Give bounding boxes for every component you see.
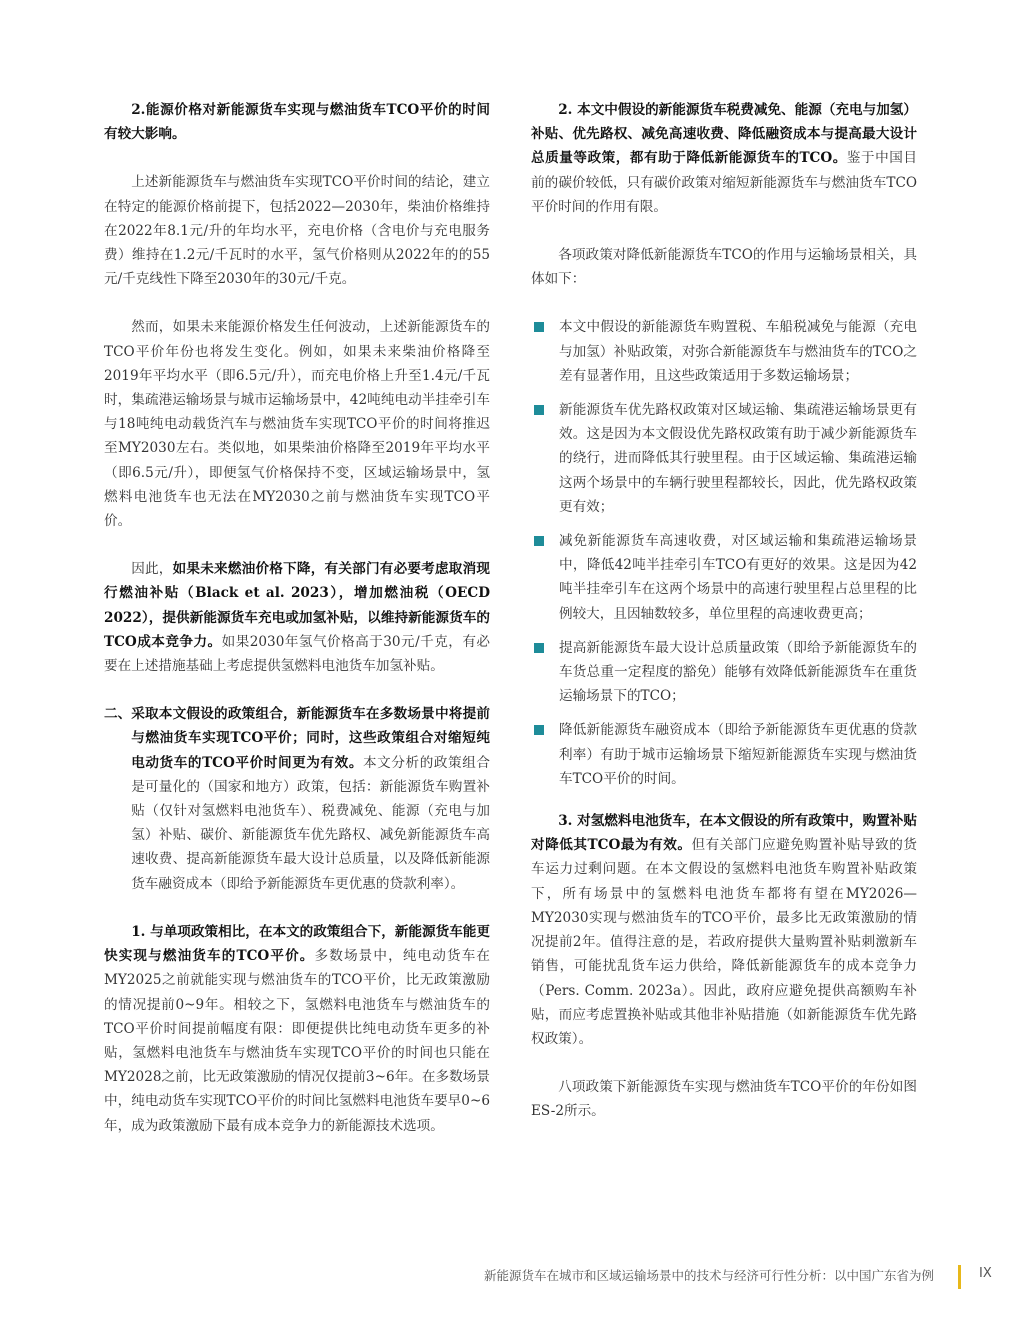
section-two <box>104 702 490 896</box>
left-column <box>104 98 490 1162</box>
list-item: 新能源货车优先路权政策对区域运输、集疏港运输场景更有效。这是因为本文假设优先路权政策有助于减少新能源货车的绕行，进而降低其行驶里程。由于区域运输、集疏港运输这两个场景中的车辆行驶里程都较长，因此，优先路权政策更有效； <box>531 398 917 519</box>
list-item: 降低新能源货车融资成本（即给予新能源货车更优惠的贷款利率）有助于城市运输场景下缩短新能源货车实现与燃油货车TCO平价的时间。 <box>531 718 917 791</box>
paragraph-policy-mix: 1. 与单项政策相比，在本文的政策组合下，新能源货车能更快实现与燃油货车的TCO平价。多数场景中，纯电动货车在MY2025之前就能实现与燃油货车的TCO平价，比无政策激励的情况提前0~9年。相较之下，氢燃料电池货车与燃油货车的TCO平价时间提前幅度有限：即便提供比纯电动货车更多的补贴，氢燃料电池货车与燃油货车实现TCO平价的时间也只能在MY2028之前，比无政策激励的情况仅提前3~6年。在多数场景中，纯电动货车实现TCO平价的时间比氢燃料电池货车要早0~6年，成为政策激励下最有成本竞争力的新能源技术选项。 <box>104 923 491 1134</box>
paragraph-recommendation: 因此，如果未来燃油价格下降，有关部门有必要考虑取消现行燃油补贴（Black et al. 2023），增加燃油税（OECD 2022），提供新能源货车充电或加氢补贴，以维持新能源货车的TCO成本竞争力。如果2030年氢气价格高于30元/千克，有必要在上述措施基础上考虑提供氢燃料电池货车加氢补贴。 <box>104 561 491 675</box>
paragraph-hydrogen-subsidy: 3. 对氢燃料电池货车，在本文假设的所有政策中，购置补贴对降低其TCO最为有效。但有关部门应避免购置补贴导致的货车运力过剩问题。在本文假设的氢燃料电池货车购置补贴政策下，所有场景中的氢燃料电池货车都将有望在MY2026—MY2030实现与燃油货车的TCO平价，最多比无政策激励的情况提前2年。值得注意的是，若政府提供大量购置补贴刺激新车销售，可能扰乱货车运力供给，降低新能源货车的成本竞争力（Pers. Comm. 2023a）。因此，政府应避免提供高额购车补贴，而应考虑置换补贴或其他非补贴措施（如新能源货车优先路权政策）。 <box>531 813 918 1047</box>
list-item: 提高新能源货车最大设计总质量政策（即给予新能源货车的车货总重一定程度的豁免）能够有效降低新能源货车在重货运输场景下的TCO； <box>531 636 917 709</box>
paragraph-price-assumptions: 上述新能源货车与燃油货车实现TCO平价时间的结论，建立在特定的能源价格前提下，包括2022—2030年，柴油价格维持在2022年8.1元/升的年均水平，充电价格（含电价与充电服务费）维持在1.2元/千瓦时的水平，氢气价格则从2022年的的55元/千克线性下降至2030年的30元/千克。 <box>104 174 490 288</box>
page-number: IX <box>979 1266 992 1281</box>
square-bullet-icon <box>531 398 559 519</box>
section-two-number: 二、 <box>104 706 132 723</box>
page-footer <box>0 1265 1020 1289</box>
list-item: 本文中假设的新能源货车购置税、车船税减免与能源（充电与加氢）补贴政策，对弥合新能源货车与燃油货车的TCO之差有显著作用，且这些政策适用于多数运输场景； <box>531 315 917 388</box>
section-two-body: 采取本文假设的政策组合，新能源货车在多数场景中将提前与燃油货车实现TCO平价；同时，这些政策组合对缩短纯电动货车的TCO平价时间更为有效。本文分析的政策组合是可量化的（国家和地方）政策，包括：新能源货车购置补贴（仅针对氢燃料电池货车）、税费减免、能源（充电与加氢）补贴、碳价、新能源货车优先路权、减免新能源货车高速收费、提高新能源货车最大设计总质量，以及降低新能源货车融资成本（即给予新能源货车更优惠的贷款利率）。 <box>131 706 490 892</box>
paragraph-price-fluctuation: 然而，如果未来能源价格发生任何波动，上述新能源货车的TCO平价年份也将发生变化。例如，如果未来柴油价格降至2019年平均水平（即6.5元/升），而充电价格上升至1.4元/千瓦时，集疏港运输场景与城市运输场景中，42吨纯电动半挂牵引车与18吨纯电动载货汽车与燃油货车实现TCO平价的时间将推迟至MY2030左右。类似地，如果柴油价格降至2019年平均水平（即6.5元/升），即便氢气价格保持不变，区域运输场景中，氢燃料电池货车也无法在MY2030之前与燃油货车实现TCO平价。 <box>104 319 490 530</box>
square-bullet-icon <box>531 636 559 709</box>
paragraph-figure-reference: 八项政策下新能源货车实现与燃油货车TCO平价的年份如图ES-2所示。 <box>531 1079 917 1120</box>
heading-energy-price: 2.能源价格对新能源货车实现与燃油货车TCO平价的时间有较大影响。 <box>104 102 490 143</box>
square-bullet-icon <box>531 529 559 626</box>
list-item: 减免新能源货车高速收费，对区域运输和集疏港运输场景中，降低42吨半挂牵引车TCO有更好的效果。这是因为42吨半挂牵引车在这两个场景中的高速行驶里程占总里程的比例较大，且因轴数较多，单位里程的高速收费更高； <box>531 529 917 626</box>
policy-bullet-list <box>531 315 917 791</box>
paragraph-scenario-intro: 各项政策对降低新能源货车TCO的作用与运输场景相关，具体如下： <box>531 247 917 288</box>
footer-divider <box>958 1265 961 1289</box>
paragraph-policy-effects: 2. 本文中假设的新能源货车税费减免、能源（充电与加氢）补贴、优先路权、减免高速收费、降低融资成本与提高最大设计总质量等政策，都有助于降低新能源货车的TCO。鉴于中国目前的碳价较低，只有碳价政策对缩短新能源货车与燃油货车TCO平价时间的作用有限。 <box>531 102 917 215</box>
footer-document-title: 新能源货车在城市和区域运输场景中的技术与经济可行性分析：以中国广东省为例 <box>483 1268 934 1283</box>
square-bullet-icon <box>531 315 559 388</box>
square-bullet-icon <box>531 718 559 791</box>
right-column <box>531 98 917 1148</box>
